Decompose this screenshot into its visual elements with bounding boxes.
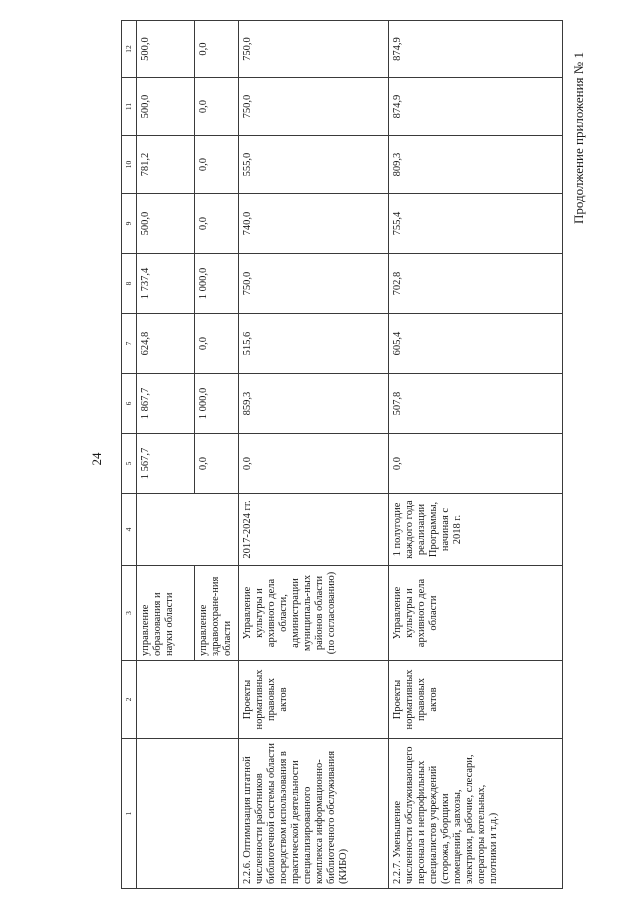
value-cell: 0,0 (239, 434, 389, 494)
value-cell: 859,3 (239, 374, 389, 434)
measure-cell: 2.2.7. Уменьшение численности обслуживающего персонала и непрофильных специалистов учреждений (сторожа, уборщики помещений, завхозы, электрики, рабочие, слесари, операторы котельных, плотники и т.д.) (389, 739, 563, 889)
period-cell: 2017-2024 гг. (239, 494, 389, 566)
value-cell: 0,0 (195, 314, 239, 374)
measure-cell: 2.2.6. Оптимизация штатной численности работников библиотечной системы области посредством использования в практической деятельности специализированного комплекса информационно-библиотечного обслуживания (КИБО) (239, 739, 389, 889)
table-row (389, 21, 563, 889)
value-cell: 0,0 (195, 434, 239, 494)
value-cell: 500,0 (137, 78, 195, 136)
col-number: 12 (122, 21, 137, 78)
value-cell: 624,8 (137, 314, 195, 374)
col-number: 1 (122, 739, 137, 889)
period-cell (137, 494, 239, 566)
col-number: 9 (122, 194, 137, 254)
budget-table (121, 20, 563, 889)
value-cell: 1 567,7 (137, 434, 195, 494)
value-cell: 740,0 (239, 194, 389, 254)
rotated-table-area (121, 21, 559, 889)
value-cell: 1 867,7 (137, 374, 195, 434)
value-cell: 874,9 (389, 21, 563, 78)
col-number: 5 (122, 434, 137, 494)
value-cell: 1 737,4 (137, 254, 195, 314)
value-cell: 555,0 (239, 136, 389, 194)
col-number: 11 (122, 78, 137, 136)
col-number: 8 (122, 254, 137, 314)
value-cell: 0,0 (195, 78, 239, 136)
document-type-cell (137, 661, 239, 739)
value-cell: 0,0 (195, 21, 239, 78)
value-cell: 1 000,0 (195, 374, 239, 434)
executor-cell: Управление культуры и архивного дела области (389, 566, 563, 661)
value-cell: 702,8 (389, 254, 563, 314)
value-cell: 750,0 (239, 21, 389, 78)
table-row (137, 21, 195, 889)
executor-cell: Управление культуры и архивного дела области, администрации муниципаль-ных районов области (по согласованию) (239, 566, 389, 661)
appendix-title: Продолжение приложения № 1 (571, 52, 586, 224)
value-cell: 1 000,0 (195, 254, 239, 314)
executor-cell: управление образования и науки области (137, 566, 195, 661)
measure-cell (137, 739, 239, 889)
value-cell: 750,0 (239, 78, 389, 136)
executor-cell: управление здравоохране-ния области (195, 566, 239, 661)
table-row (239, 21, 389, 889)
period-cell: 1 полугодие каждого года реализации Программы, начиная с 2018 г. (389, 494, 563, 566)
column-number-row (122, 21, 137, 889)
document-type-cell: Проекты нормативных правовых актов (389, 661, 563, 739)
value-cell: 500,0 (137, 194, 195, 254)
value-cell: 781,2 (137, 136, 195, 194)
document-type-cell: Проекты нормативных правовых актов (239, 661, 389, 739)
value-cell: 0,0 (195, 136, 239, 194)
col-number: 10 (122, 136, 137, 194)
col-number: 2 (122, 661, 137, 739)
value-cell: 755,4 (389, 194, 563, 254)
col-number: 3 (122, 566, 137, 661)
value-cell: 515,6 (239, 314, 389, 374)
col-number: 4 (122, 494, 137, 566)
value-cell: 500,0 (137, 21, 195, 78)
value-cell: 750,0 (239, 254, 389, 314)
page-number: 24 (89, 452, 104, 466)
value-cell: 809,3 (389, 136, 563, 194)
value-cell: 507,8 (389, 374, 563, 434)
value-cell: 874,9 (389, 78, 563, 136)
value-cell: 0,0 (195, 194, 239, 254)
col-number: 6 (122, 374, 137, 434)
col-number: 7 (122, 314, 137, 374)
table-wrapper (121, 21, 559, 889)
value-cell: 0,0 (389, 434, 563, 494)
value-cell: 605,4 (389, 314, 563, 374)
